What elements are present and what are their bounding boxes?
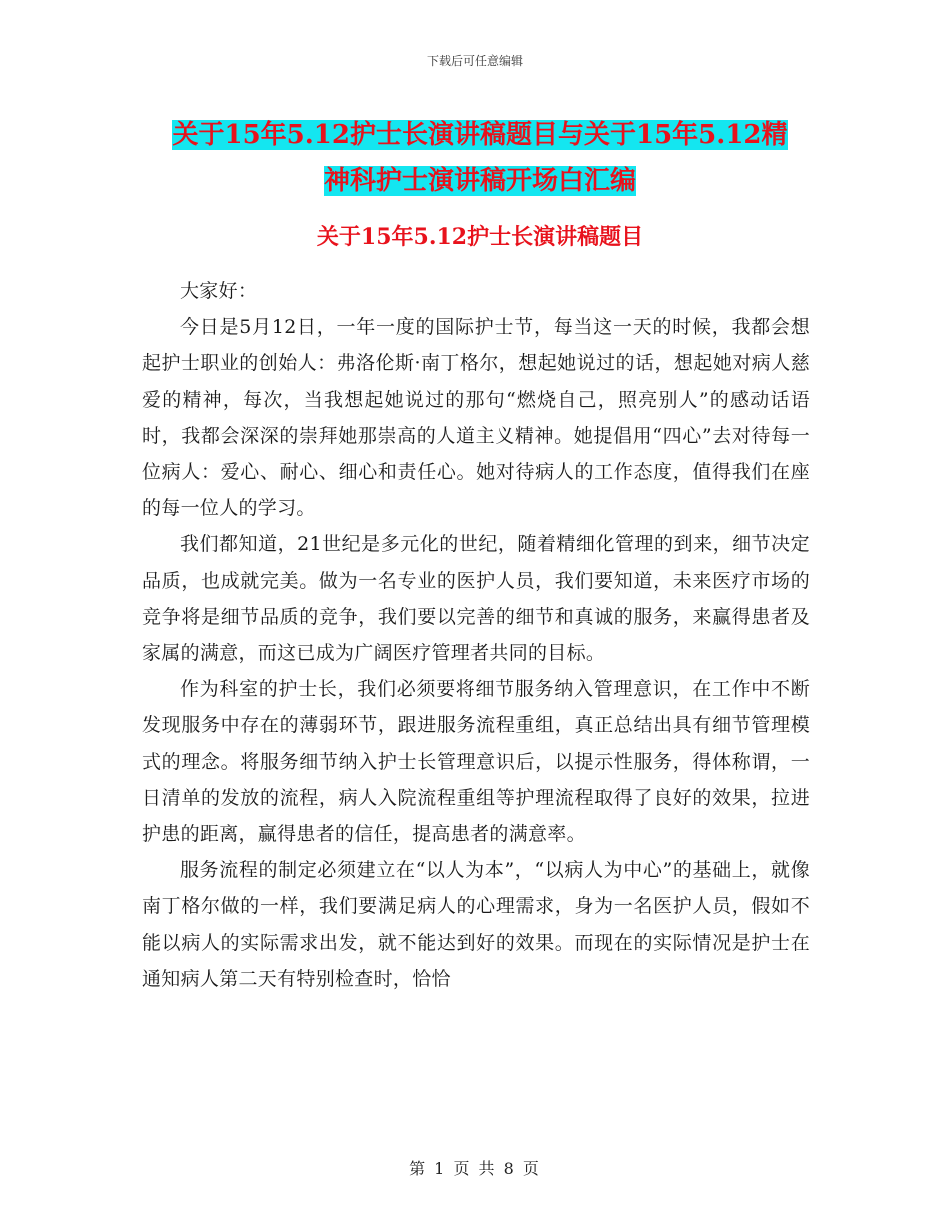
document-body: [142, 273, 810, 997]
document-title: [140, 112, 820, 204]
paragraph-greeting: 大家好：: [180, 280, 258, 302]
paragraph: 今日是5月12日，一年一度的国际护士节，每当这一天的时候，我都会想起护士职业的创始人：弗洛伦斯·南丁格尔，想起她说过的话，想起她对病人慈爱的精神，每次，当我想起她说过的那句“燃烧自己，照亮别人”的感动话语时，我都会深深的崇拜她那崇高的人道主义精神。她提倡用“四心”去对待每一位病人：爱心、耐心、细心和责任心。她对待病人的工作态度，值得我们在座的每一位人的学习。: [142, 316, 810, 520]
paragraph: 我们都知道，21世纪是多元化的世纪，随着精细化管理的到来，细节决定品质，也成就完美。做为一名专业的医护人员，我们要知道，未来医疗市场的竞争将是细节品质的竞争，我们要以完善的细节和真诚的服务，来赢得患者及家属的满意，而这已成为广阔医疗管理者共同的目标。: [142, 533, 810, 665]
paragraph: 作为科室的护士长，我们必须要将细节服务纳入管理意识，在工作中不断发现服务中存在的薄弱环节，跟进服务流程重组，真正总结出具有细节管理模式的理念。将服务细节纳入护士长管理意识后，以提示性服务，得体称谓，一日清单的发放的流程，病人入院流程重组等护理流程取得了良好的效果，拉进护患的距离，赢得患者的信任，提高患者的满意率。: [142, 678, 810, 846]
paragraph: 服务流程的制定必须建立在“以人为本”，“以病人为中心”的基础上，就像南丁格尔做的一样，我们要满足病人的心理需求，身为一名医护人员，假如不能以病人的实际需求出发，就不能达到好的效果。而现在的实际情况是护士在通知病人第二天有特别检查时，恰恰: [142, 859, 810, 990]
section-title: 关于15年5.12护士长演讲稿题目: [316, 224, 644, 250]
document-title-line-1: 关于15年5.12护士长演讲稿题目与关于15年5.12精: [172, 120, 788, 150]
page-number: 第 1 页 共 8 页: [409, 1159, 541, 1178]
page-header-note: 下载后可任意编辑: [426, 54, 523, 68]
document-title-line-2: 神科护士演讲稿开场白汇编: [323, 166, 636, 196]
